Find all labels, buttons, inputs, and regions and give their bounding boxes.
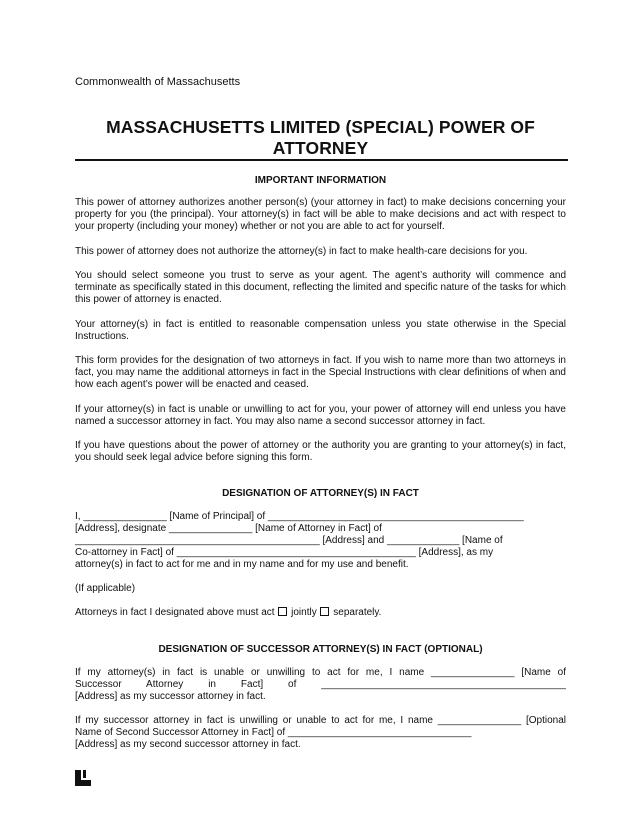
title-line-2: ATTORNEY [272, 138, 369, 158]
designation-line-2: [Address], designate _______________ [Name of Attorney in Fact] of [75, 523, 382, 534]
successor-line-1: If my attorney(s) in fact is unable or unwilling to act for me, I name _______________ [Name of [75, 667, 566, 678]
designation-line-1: I, _______________ [Name of Principal] of ______________________________________________ [75, 511, 524, 522]
second-successor-block [75, 715, 566, 751]
document-title [75, 117, 566, 159]
second-successor-line-2: Name of Second Successor Attorney in Fact] of _________________________________ [75, 727, 472, 738]
second-successor-line-1: If my successor attorney in fact is unwilling or unable to act for me, I name _______________ [Optional [75, 715, 566, 726]
successor-line-3: [Address] as my successor attorney in fact. [75, 691, 266, 702]
act-prefix-text: Attorneys in fact I designated above must act [75, 607, 275, 618]
title-divider [75, 159, 568, 161]
important-paragraph-5: This form provides for the designation of two attorneys in fact. If you wish to name more than two attorneys in fact, you may name the additional attorneys in fact in the Special Instructions with clear definitions of when and how each agent’s power will be enacted and ceased. [75, 355, 566, 390]
important-paragraph-3: You should select someone you trust to serve as your agent. The agent’s authority will commence and terminate as specifically stated in this document, reflecting the limited and specific nature of the tasks for which this power of attorney is enacted. [75, 270, 566, 305]
jointly-checkbox[interactable] [278, 607, 287, 616]
title-line-1: MASSACHUSETTS LIMITED (SPECIAL) POWER OF [106, 117, 535, 137]
successor-line-2: Successor Attorney in Fact] of ____________________________________________ [75, 679, 566, 690]
designation-block [75, 511, 566, 571]
if-applicable-label: (If applicable) [75, 583, 136, 594]
successor-heading: DESIGNATION OF SUCCESSOR ATTORNEY(S) IN FACT (OPTIONAL) [158, 644, 483, 655]
jointly-label: jointly [291, 607, 317, 618]
important-paragraph-6: If your attorney(s) in fact is unable or unwilling to act for you, your power of attorney will end unless you have named a successor attorney in fact. You may also name a second successor attorney in fact. [75, 404, 566, 427]
designation-heading: DESIGNATION OF ATTORNEY(S) IN FACT [222, 488, 419, 499]
successor-block [75, 667, 566, 703]
designation-line-5: attorney(s) in fact to act for me and in my name and for my use and benefit. [75, 559, 409, 570]
designation-line-3: ____________________________________________ [Address] and _____________ [Name of [75, 535, 503, 546]
important-paragraph-2: This power of attorney does not authorize the attorney(s) in fact to make health-care decisions for you. [75, 246, 528, 257]
important-info-heading: IMPORTANT INFORMATION [254, 175, 387, 186]
separately-label: separately. [333, 607, 382, 618]
designation-line-4: Co-attorney in Fact] of ___________________________________________ [Address], as my [75, 547, 494, 558]
separately-checkbox[interactable] [320, 607, 329, 616]
joint-or-separate-line [75, 607, 566, 619]
important-paragraph-4: Your attorney(s) in fact is entitled to reasonable compensation unless you state otherwise in the Special Instructions. [75, 319, 566, 342]
important-paragraph-1: This power of attorney authorizes another person(s) (your attorney in fact) to make decisions concerning your property for you (the principal). Your attorney(s) in fact will be able to make decisions and act with respect to your property (including your money) whether or not you are able to act for yourself. [75, 197, 566, 232]
second-successor-line-3: [Address] as my second successor attorney in fact. [75, 739, 301, 750]
jurisdiction-label: Commonwealth of Massachusetts [75, 76, 241, 88]
important-paragraph-7: If you have questions about the power of attorney or the authority you are granting to your attorney(s) in fact, you should seek legal advice before signing this form. [75, 440, 566, 463]
lawdepot-logo-icon [75, 770, 91, 786]
